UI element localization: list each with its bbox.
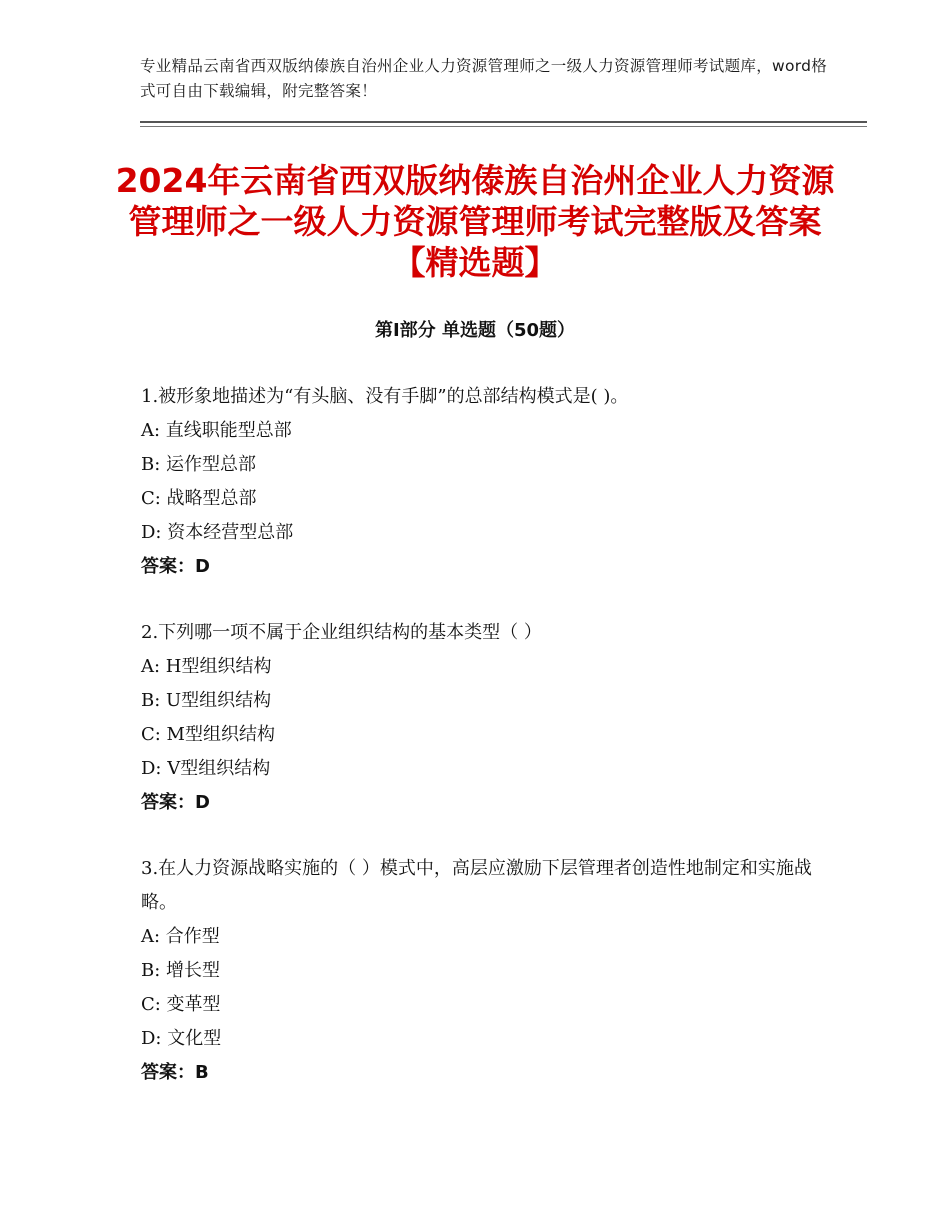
header-divider-thin xyxy=(140,126,867,127)
document-title: 2024年云南省西双版纳傣族自治州企业人力资源管理师之一级人力资源管理师考试完整版及答案【精选题】 xyxy=(115,161,835,282)
question-stem: 3.在人力资源战略实施的（ ）模式中，高层应激励下层管理者创造性地制定和实施战略。 xyxy=(141,858,812,913)
option-b: B: 增长型 xyxy=(141,960,221,981)
option-d: D: 资本经营型总部 xyxy=(141,522,294,543)
option-b: B: U型组织结构 xyxy=(141,690,272,711)
option-c: C: M型组织结构 xyxy=(141,724,275,745)
option-c: C: 战略型总部 xyxy=(141,488,257,509)
header-divider-thick xyxy=(140,121,867,123)
section-title: 第Ⅰ部分 单选题（50题） xyxy=(374,320,575,341)
option-c: C: 变革型 xyxy=(141,994,221,1015)
option-a: A: 合作型 xyxy=(141,926,220,947)
header-note: 专业精品云南省西双版纳傣族自治州企业人力资源管理师之一级人力资源管理师考试题库，word格式可自由下载编辑，附完整答案！ xyxy=(140,57,828,100)
option-d: D: 文化型 xyxy=(141,1028,222,1049)
option-a: A: H型组织结构 xyxy=(141,656,272,677)
option-d: D: V型组织结构 xyxy=(141,758,271,779)
question-stem: 1.被形象地描述为“有头脑、没有手脚”的总部结构模式是( )。 xyxy=(141,386,629,407)
option-b: B: 运作型总部 xyxy=(141,454,257,475)
question-stem: 2.下列哪一项不属于企业组织结构的基本类型（ ） xyxy=(141,622,542,643)
answer: 答案：D xyxy=(141,556,210,577)
question-3 xyxy=(141,852,831,1090)
answer: 答案：D xyxy=(141,792,210,813)
answer: 答案：B xyxy=(141,1062,209,1083)
question-list xyxy=(141,380,831,1122)
option-a: A: 直线职能型总部 xyxy=(141,420,292,441)
question-1 xyxy=(141,380,831,584)
question-2 xyxy=(141,616,831,820)
